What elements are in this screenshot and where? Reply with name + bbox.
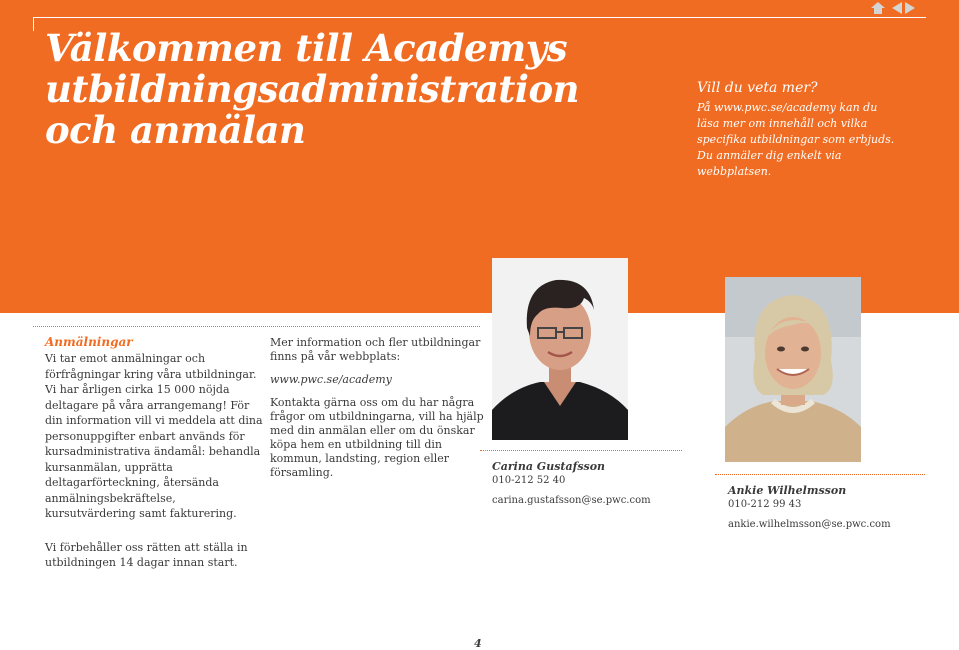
contact-paragraph: Kontakta gärna oss om du har några frågor om utbildningarna, vill ha hjälp med din anmälan eller om du önskar köpa hem en utbildning till din kommun, landsting, region eller församling. (270, 396, 484, 479)
contact-photo-ankie (725, 277, 861, 462)
more-info-intro: Mer information och fler utbildningar finns på vår webbplats: (270, 336, 481, 363)
header-rule-tick (33, 17, 34, 31)
page-title (45, 28, 605, 151)
contact-phone[interactable]: 010-212 52 40 (492, 475, 566, 486)
contact-name: Carina Gustafsson (492, 460, 606, 473)
sidebar-line: På www.pwc.se/academy kan du (697, 101, 878, 114)
contact-divider (715, 474, 925, 475)
registrations-paragraph: Vi tar emot anmälningar och förfrågningar kring våra utbildningar. Vi har årligen cirka 15 000 nöjda deltagare på våra arrangemang! För din information vill vi meddela att dina personuppgifter enbart används för kursadministrativa ändamål: behandla kursanmälan, upprätta deltagarförteckning, återsända anmälningsbekräftelse, kursutvärdering samt fakturering. (45, 352, 263, 520)
registrations-text (45, 351, 263, 589)
registrations-heading: Anmälningar (45, 335, 133, 349)
contact-card-carina (492, 460, 651, 508)
previous-page-icon[interactable] (892, 2, 902, 14)
header-rule (33, 17, 926, 18)
contact-email[interactable]: carina.gustafsson@se.pwc.com (492, 495, 651, 506)
section-divider (33, 326, 480, 327)
contact-phone[interactable]: 010-212 99 43 (728, 499, 802, 510)
sidebar-line: specifika utbildningar som erbjuds. (697, 133, 895, 146)
website-link[interactable]: www.pwc.se/academy (270, 373, 392, 386)
title-line: och anmälan (45, 108, 306, 152)
cancellation-paragraph: Vi förbehåller oss rätten att ställa in utbildningen 14 dagar innan start. (45, 540, 248, 569)
page-navigation (871, 2, 915, 14)
contact-divider (480, 450, 682, 451)
page-number: 4 (474, 637, 482, 650)
next-page-icon[interactable] (905, 2, 915, 14)
more-info-text (270, 336, 484, 489)
more-info-sidebar (697, 80, 917, 180)
sidebar-line: läsa mer om innehåll och vilka (697, 117, 868, 130)
contact-card-ankie (728, 484, 891, 532)
title-line: Välkommen till Academys (45, 26, 568, 70)
sidebar-line: Du anmäler dig enkelt via webbplatsen. (697, 149, 842, 178)
sidebar-heading: Vill du veta mer? (697, 80, 818, 96)
contact-photo-carina (492, 258, 628, 440)
contact-name: Ankie Wilhelmsson (728, 484, 847, 497)
contact-email[interactable]: ankie.wilhelmsson@se.pwc.com (728, 519, 891, 530)
home-icon[interactable] (871, 2, 885, 14)
title-line: utbildningsadministration (45, 67, 580, 111)
